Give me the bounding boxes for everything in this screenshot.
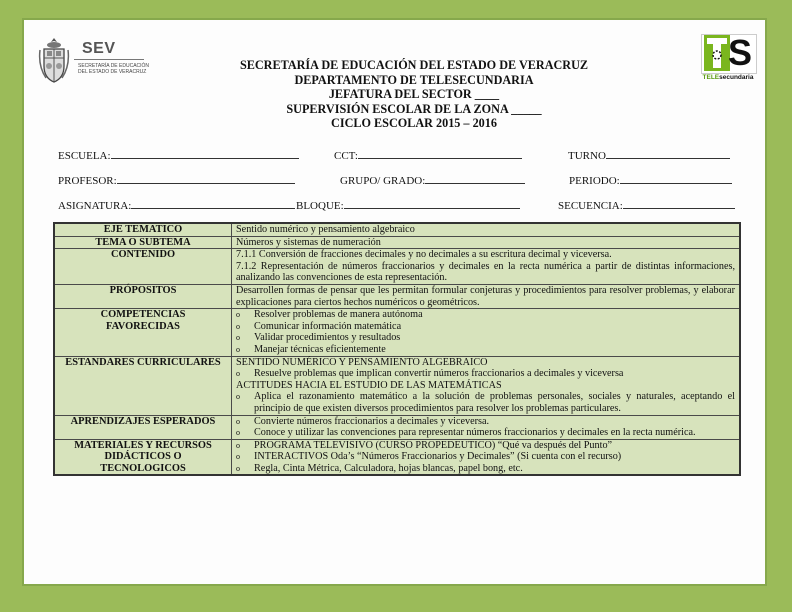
list-item bbox=[236, 309, 735, 321]
bullet-icon: o bbox=[236, 452, 240, 462]
list-item-text: Convierte números fraccionarios a decimales y viceversa. bbox=[254, 415, 490, 427]
asignatura-field[interactable] bbox=[58, 199, 295, 212]
planning-table bbox=[53, 222, 741, 476]
contenido-line: 7.1.1 Conversión de fracciones decimales y no decimales a su escritura decimal y viceversa. bbox=[236, 249, 612, 261]
table-row bbox=[54, 223, 740, 236]
document-page bbox=[22, 18, 767, 586]
sev-logo-text: SEV bbox=[82, 40, 116, 57]
sev-logo-rule bbox=[74, 59, 144, 60]
bullet-icon: o bbox=[236, 344, 240, 354]
sev-logo-subtitle: DEL ESTADO DE VERACRUZ bbox=[78, 69, 147, 75]
header-line: SECRETARÍA DE EDUCACIÓN DEL ESTADO DE VERACRUZ bbox=[239, 58, 589, 72]
list-item-text: PROGRAMA TELEVISIVO (CURSO PROPEDEUTICO) “Qué va después del Punto” bbox=[254, 439, 613, 451]
telesecundaria-label-tele: TELE bbox=[702, 74, 720, 81]
table-row bbox=[54, 236, 740, 249]
propositos-label: PRÓPOSITOS bbox=[54, 284, 232, 308]
list-item-text: Manejar técnicas eficientemente bbox=[254, 343, 386, 355]
profesor-field[interactable] bbox=[58, 174, 295, 187]
grupo-grado-label: GRUPO/ GRADO: bbox=[340, 175, 426, 187]
bullet-icon: o bbox=[236, 333, 240, 343]
table-row bbox=[54, 284, 740, 308]
table-row bbox=[54, 415, 740, 439]
asignatura-label: ASIGNATURA: bbox=[58, 200, 132, 212]
list-item bbox=[236, 391, 735, 414]
materiales-label-line: DIDÁCTICOS O bbox=[104, 451, 182, 463]
periodo-field[interactable] bbox=[569, 174, 732, 187]
sev-logo bbox=[38, 36, 148, 86]
secuencia-field[interactable] bbox=[558, 199, 735, 212]
escuela-label: ESCUELA: bbox=[58, 150, 111, 162]
list-item bbox=[236, 416, 735, 428]
header-line: CICLO ESCOLAR 2015 – 2016 bbox=[331, 116, 497, 131]
materiales-label-line: MATERIALES Y RECURSOS bbox=[74, 439, 212, 451]
logo-t-block bbox=[704, 35, 730, 71]
bullet-icon: o bbox=[236, 310, 240, 320]
periodo-label: PERIODO: bbox=[569, 175, 620, 187]
escuela-field[interactable] bbox=[58, 149, 299, 162]
bullet-icon: o bbox=[236, 428, 240, 438]
competencias-label-line: COMPETENCIAS bbox=[100, 309, 186, 321]
telesecundaria-logo-mark bbox=[701, 34, 757, 74]
bullet-icon: o bbox=[236, 321, 240, 331]
estandares-heading: ACTITUDES HACIA EL ESTUDIO DE LAS MATEMÁTICAS bbox=[236, 379, 502, 391]
materiales-list bbox=[232, 439, 741, 475]
list-item-text: Resuelve problemas que implican convertir números fraccionarios a decimales y viceversa bbox=[254, 368, 624, 380]
competencias-label bbox=[54, 309, 232, 356]
contenido-value bbox=[232, 249, 741, 285]
list-item-text: INTERACTIVOS Oda’s “Números Fraccionarios y Decimales” (Si cuenta con el recurso) bbox=[254, 451, 622, 463]
telesecundaria-logo bbox=[701, 34, 755, 84]
cct-label: CCT: bbox=[334, 150, 358, 162]
list-item bbox=[236, 344, 735, 356]
secuencia-label: SECUENCIA: bbox=[558, 200, 623, 212]
eje-label: EJE TEMATICO bbox=[54, 223, 232, 236]
bullet-icon: o bbox=[236, 416, 240, 426]
form-fields bbox=[58, 149, 748, 224]
table-row bbox=[54, 439, 740, 475]
header-line: SUPERVISIÓN ESCOLAR DE LA ZONA _____ bbox=[286, 101, 542, 116]
list-item bbox=[236, 427, 735, 439]
list-item bbox=[236, 440, 735, 452]
list-item bbox=[236, 321, 735, 333]
sev-logo-subtitle: SECRETARÍA DE EDUCACIÓN bbox=[78, 63, 150, 69]
form-row bbox=[58, 149, 748, 174]
table-row bbox=[54, 249, 740, 285]
telesecundaria-label bbox=[701, 74, 755, 81]
list-item bbox=[236, 451, 735, 463]
telesecundaria-label-secundaria: secundaria bbox=[719, 74, 754, 81]
header-line: JEFATURA DEL SECTOR ____ bbox=[328, 87, 500, 102]
logo-s-letter: S bbox=[728, 32, 753, 73]
table-row bbox=[54, 309, 740, 356]
turno-field[interactable] bbox=[568, 149, 730, 162]
aprendizajes-label: APRENDIZAJES ESPERADOS bbox=[54, 415, 232, 439]
cct-field[interactable] bbox=[334, 149, 522, 162]
list-item bbox=[236, 463, 735, 475]
materiales-label bbox=[54, 439, 232, 475]
form-row bbox=[58, 174, 748, 199]
competencias-label-line: FAVORECIDAS bbox=[106, 320, 180, 332]
bullet-icon: o bbox=[236, 369, 240, 379]
bloque-field[interactable] bbox=[296, 199, 520, 212]
competencias-list bbox=[232, 309, 741, 356]
list-item bbox=[236, 332, 735, 344]
table-row bbox=[54, 356, 740, 415]
tema-label: TEMA O SUBTEMA bbox=[54, 236, 232, 249]
turno-label: TURNO bbox=[568, 150, 606, 162]
list-item bbox=[236, 368, 735, 380]
tv-icon bbox=[704, 35, 730, 71]
eje-value: Sentido numérico y pensamiento algebraico bbox=[232, 223, 741, 236]
profesor-label: PROFESOR: bbox=[58, 175, 117, 187]
list-item-text: Aplica el razonamiento matemático a la solución de problemas personales, sociales y naturales, aceptando el principio de que existen diversos procedimientos para resolver los problemas particulares. bbox=[254, 391, 735, 414]
list-item-text: Validar procedimientos y resultados bbox=[254, 332, 401, 344]
estandares-heading: SENTIDO NUMÉRICO Y PENSAMIENTO ALGEBRAICO bbox=[236, 356, 488, 368]
contenido-line: 7.1.2 Representación de números fraccionarios y decimales en la recta numérica a partir de distintas informaciones, analizando las convenciones de esta representación. bbox=[236, 260, 735, 284]
propositos-value: Desarrollen formas de pensar que les permitan formular conjeturas y procedimientos para resolver problemas, y elaborar explicaciones para ciertos hechos numéricos o geométricos. bbox=[232, 284, 741, 308]
list-item-text: Conoce y utilizar las convenciones para representar números fraccionarios y decimales en la recta numérica. bbox=[254, 427, 696, 439]
materiales-label-line: TECNOLOGICOS bbox=[100, 462, 186, 474]
bullet-icon: o bbox=[236, 392, 240, 402]
form-row bbox=[58, 199, 748, 224]
bloque-label: BLOQUE: bbox=[296, 200, 344, 212]
grupo-grado-field[interactable] bbox=[340, 174, 525, 187]
list-item-text: Comunicar información matemática bbox=[254, 320, 402, 332]
contenido-label: CONTENIDO bbox=[54, 249, 232, 285]
document-header bbox=[164, 58, 664, 131]
list-item-text: Resolver problemas de manera autónoma bbox=[254, 309, 423, 321]
estandares-value bbox=[232, 356, 741, 415]
estandares-label: ESTANDARES CURRICULARES bbox=[54, 356, 232, 415]
bullet-icon: o bbox=[236, 463, 240, 473]
aprendizajes-list bbox=[232, 415, 741, 439]
veracruz-seal-icon bbox=[38, 36, 70, 84]
list-item-text: Regla, Cinta Métrica, Calculadora, hojas blancas, papel bong, etc. bbox=[254, 462, 523, 474]
bullet-icon: o bbox=[236, 440, 240, 450]
tema-value: Números y sistemas de numeración bbox=[232, 236, 741, 249]
header-line: DEPARTAMENTO DE TELESECUNDARIA bbox=[294, 72, 534, 87]
